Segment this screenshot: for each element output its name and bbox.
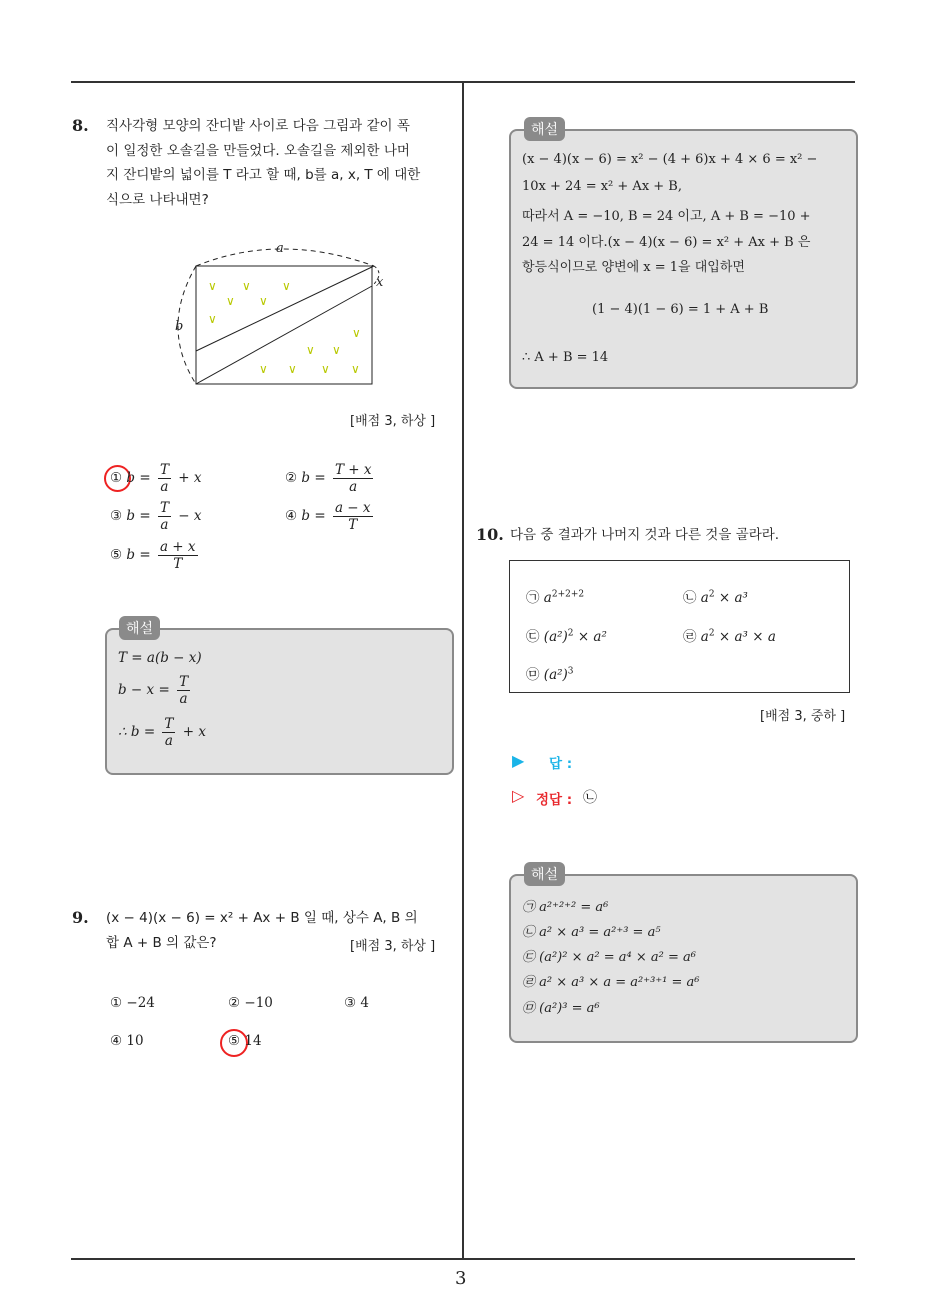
option-number: ③ (110, 508, 123, 524)
q9-solution-line: (x − 4)(x − 6) = x² − (4 + 6)x + 4 × 6 = x² − (522, 152, 818, 167)
q9-option-3[interactable]: ③ 4 (344, 995, 369, 1011)
grass-mark: ∨ (321, 362, 330, 376)
q10-item: ㉣ $a^2 \times a^3 \times a$ (683, 628, 776, 645)
q9-option-5[interactable]: ⑤ 14 (228, 1033, 262, 1049)
q10-solution-line: ㉤ (a²)³ = a⁶ (522, 1001, 600, 1016)
q9-option-2[interactable]: ② −10 (228, 995, 273, 1011)
q9-option-4[interactable]: ④ 10 (110, 1033, 144, 1049)
q8-option-3[interactable] (110, 500, 201, 533)
option-fraction: $\frac{T}{a}$ (159, 500, 169, 533)
q8-question (106, 114, 456, 212)
option-rest: + x (178, 470, 202, 486)
q9-solution-line: 10x + 24 = x² + Ax + B, (522, 179, 682, 194)
q9-solution-line: 24 = 14 이다.(x − 4)(x − 6) = x² + Ax + B 은 (522, 235, 811, 250)
q8-option-1[interactable] (110, 462, 201, 495)
q10-solution-line: ㉣ a² × a³ × a = a²⁺³⁺¹ = a⁶ (522, 975, 700, 990)
option-fraction: $\frac{T}{a}$ (159, 462, 169, 495)
q9-score: [배점 3, 하상 ] (350, 939, 436, 954)
grass-mark: ∨ (259, 294, 268, 308)
q8-line: 이 일정한 오솔길을 만들었다. 오솔길을 제외한 나머 (106, 142, 410, 159)
grass-mark: ∨ (282, 279, 291, 293)
q10-number: 10. (476, 525, 504, 544)
q8-option-4[interactable] (285, 500, 376, 533)
option-lhs: b = (301, 470, 326, 486)
q8-option-5[interactable] (110, 539, 201, 572)
q9-solution-center-eq: (1 − 4)(1 − 6) = 1 + A + B (592, 302, 769, 317)
bottom-rule (71, 1258, 855, 1260)
option-number: ② (285, 470, 298, 486)
q8-score: [배점 3, 하상 ] (350, 414, 436, 429)
q10-solution-line: ㉢ (a²)² × a² = a⁴ × a² = a⁶ (522, 950, 696, 965)
q8-solution-line3: ∴ b = $\frac{T}{a}$ + x (118, 716, 206, 749)
grass-mark: ∨ (288, 362, 297, 376)
q9-number: 9. (72, 908, 89, 927)
q10-item: ㉢ $(a^2)^2 \times a^2$ (526, 628, 607, 645)
correct-value: ㉡ (583, 790, 597, 806)
q10-item: ㉤ $(a^2)^3$ (526, 666, 574, 683)
q8-number: 8. (72, 116, 89, 135)
solution-tab: 해설 (119, 616, 160, 640)
label-a-arc (196, 249, 374, 266)
q10-solution-line: ㉡ a² × a³ = a²⁺³ = a⁵ (522, 925, 661, 940)
q8-line: 직사각형 모양의 잔디밭 사이로 다음 그림과 같이 폭 (106, 118, 410, 134)
q9-question-line2: 합 A + B 의 값은? (106, 935, 217, 951)
option-number: ⑤ (110, 547, 123, 563)
label-b: b (175, 319, 184, 334)
grass-mark: ∨ (208, 312, 217, 326)
q10-item: ㉠ $a^{2+2+2}$ (526, 589, 585, 606)
q9-solution-line: 항등식이므로 양변에 x = 1을 대입하면 (522, 260, 745, 275)
option-number: ④ (285, 508, 298, 524)
path-edge-lower (196, 286, 372, 384)
label-x: x (376, 275, 384, 290)
answer-label: 답 : (549, 756, 573, 772)
grass-mark: ∨ (226, 294, 235, 308)
q9-solution-conclusion: ∴ A + B = 14 (522, 350, 609, 365)
q10-question: 다음 중 결과가 나머지 것과 다른 것을 골라라. (510, 527, 780, 543)
q9-question-line1: (x − 4)(x − 6) = x² + Ax + B 일 때, 상수 A, B 의 (106, 910, 418, 926)
q9-option-1[interactable]: ① −24 (110, 995, 155, 1011)
page-number: 3 (455, 1268, 467, 1289)
grass-mark: ∨ (242, 279, 251, 293)
q9-solution-line: 따라서 A = −10, B = 24 이고, A + B = −10 + (522, 209, 811, 224)
option-lhs: b = (126, 508, 151, 524)
q10-item: ㉡ $a^2 \times a^3$ (683, 589, 748, 606)
column-divider (462, 82, 464, 1260)
option-number: ① (110, 470, 123, 486)
grass-mark: ∨ (351, 362, 360, 376)
grass-mark: ∨ (259, 362, 268, 376)
option-rest: − x (178, 508, 202, 524)
q8-figure (170, 238, 400, 393)
option-fraction: $\frac{a + x}{T}$ (159, 539, 196, 572)
q8-line: 지 잔디밭의 넓이를 T 라고 할 때, b를 a, x, T 에 대한 (106, 167, 421, 183)
q8-solution-line2: b − x = $\frac{T}{a}$ (118, 674, 189, 707)
grass-mark: ∨ (306, 343, 315, 357)
q10-score: [배점 3, 중하 ] (760, 709, 846, 724)
correct-arrow-icon: ▷ (512, 786, 525, 805)
q8-option-2[interactable] (285, 462, 376, 495)
correct-label: 정답 : (536, 792, 573, 808)
solution-tab: 해설 (524, 117, 565, 141)
option-lhs: b = (301, 508, 326, 524)
option-lhs: b = (126, 547, 151, 563)
option-lhs: b = (126, 470, 151, 486)
q10-solution-line: ㉠ a²⁺²⁺² = a⁶ (522, 900, 609, 915)
answer-arrow-icon: ▶ (512, 751, 525, 770)
grass-mark: ∨ (208, 279, 217, 293)
q8-line: 식으로 나타내면? (106, 191, 209, 208)
label-a: a (276, 241, 284, 256)
q8-solution-line1: T = a(b − x) (118, 650, 202, 666)
solution-tab: 해설 (524, 862, 565, 886)
grass-mark: ∨ (352, 326, 361, 340)
option-fraction: $\frac{a - x}{T}$ (334, 500, 371, 533)
option-fraction: $\frac{T + x}{a}$ (334, 462, 372, 495)
grass-mark: ∨ (332, 343, 341, 357)
